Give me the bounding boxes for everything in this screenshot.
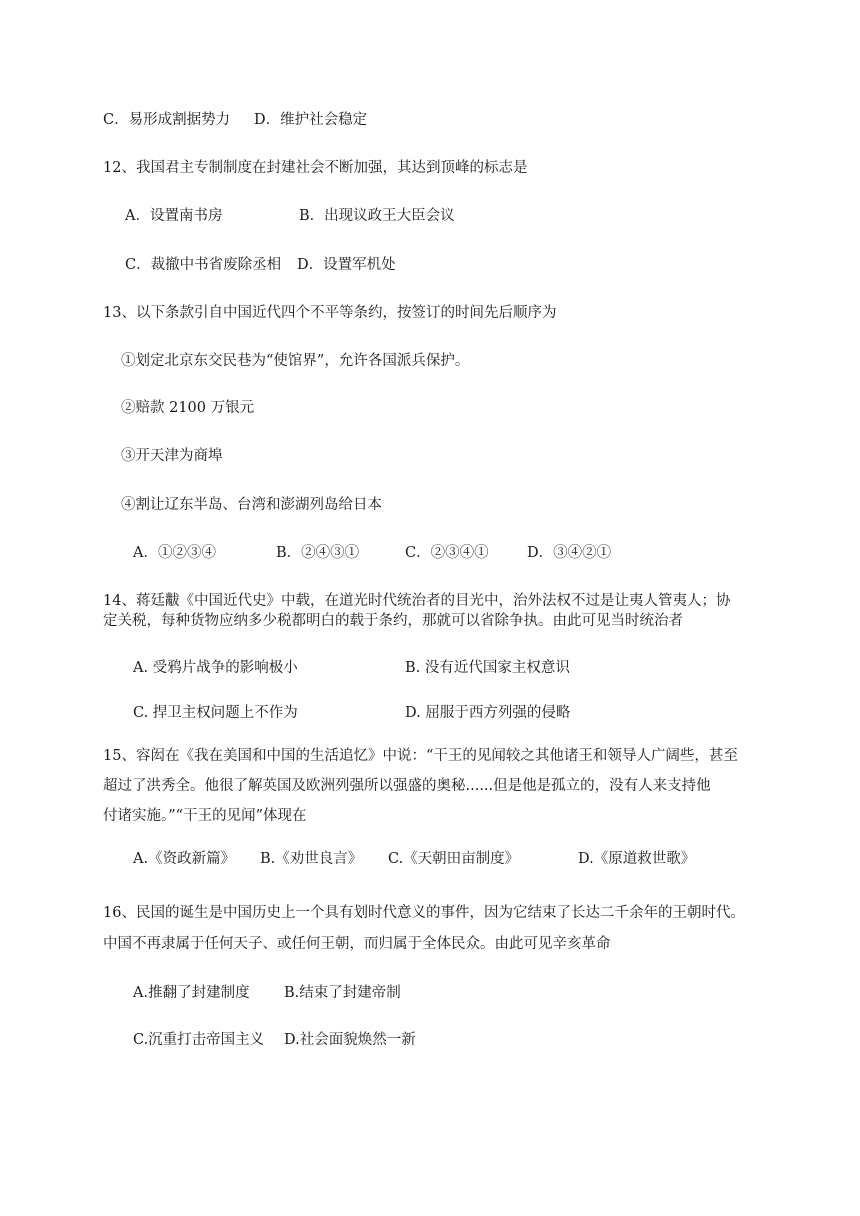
q16-stem-line-2: 中国不再隶属于任何天子、或任何王朝，而归属于全体民众。由此可见辛亥革命 [103,936,611,952]
q11-option-d: D．维护社会稳定 [254,112,368,128]
q12-option-a: A．设置南书房 [125,208,223,224]
q16-option-b: B.结束了封建帝制 [284,985,401,1001]
q15-option-a: A.《资政新篇》 [133,851,236,867]
q14-stem-line-2: 定关税，每种货物应纳多少税都明白的载于条约，那就可以省除争执。由此可见当时统治者 [103,613,683,629]
q12-option-c: C．裁撤中书省废除丞相 [125,257,282,273]
q13-option-c: C．②③④① [405,545,489,561]
q15-stem-line-1: 15、容闳在《我在美国和中国的生活追忆》中说：“干王的见闻较之其他诸王和领导人广阔些，甚至 [103,748,738,764]
q15-option-d: D.《原道救世歌》 [578,851,696,867]
q13-option-b: B．②④③① [276,545,360,561]
q14-option-b: B. 没有近代国家主权意识 [405,660,570,676]
q14-stem-line-1: 14、蒋廷黻《中国近代史》中载，在道光时代统治者的目光中，治外法权不过是让夷人管夷人；协 [103,593,731,609]
q15-option-c: C.《天朝田亩制度》 [388,851,520,867]
q16-option-a: A.推翻了封建制度 [133,985,250,1001]
q14-option-c: C. 捍卫主权问题上不作为 [133,705,298,721]
q12-stem: 12、我国君主专制制度在封建社会不断加强，其达到顶峰的标志是 [103,160,528,176]
q15-stem-line-3: 付诸实施。”“干王的见闻”体现在 [103,808,307,824]
q14-option-d: D. 屈服于西方列强的侵略 [405,705,571,721]
q13-item-4: ④割让辽东半岛、台湾和澎湖列岛给日本 [121,497,382,513]
q16-option-d: D.社会面貌焕然一新 [284,1032,416,1048]
q13-option-a: A．①②③④ [133,545,216,561]
q13-item-1: ①划定北京东交民巷为“使馆界”，允许各国派兵保护。 [121,353,470,369]
q12-option-b: B．出现议政王大臣会议 [299,208,455,224]
q15-stem-line-2: 超过了洪秀全。他很了解英国及欧洲列强所以强盛的奥秘......但是他是孤立的，没有人来支持他 [103,778,711,794]
q16-option-c: C.沉重打击帝国主义 [133,1032,265,1048]
q16-stem-line-1: 16、民国的诞生是中国历史上一个具有划时代意义的事件，因为它结束了长达二千余年的王朝时代。 [103,905,745,921]
q12-option-d: D．设置军机处 [297,257,396,273]
q14-option-a: A. 受鸦片战争的影响极小 [133,660,298,676]
q13-item-3: ③开天津为商埠 [121,448,223,464]
q13-option-d: D．③④②① [527,545,612,561]
q13-item-2: ②赔款 2100 万银元 [121,400,255,416]
q13-stem: 13、以下条款引自中国近代四个不平等条约，按签订的时间先后顺序为 [103,305,557,321]
q15-option-b: B.《劝世良言》 [260,851,363,867]
q11-option-c: C．易形成割据势力 [103,112,231,128]
